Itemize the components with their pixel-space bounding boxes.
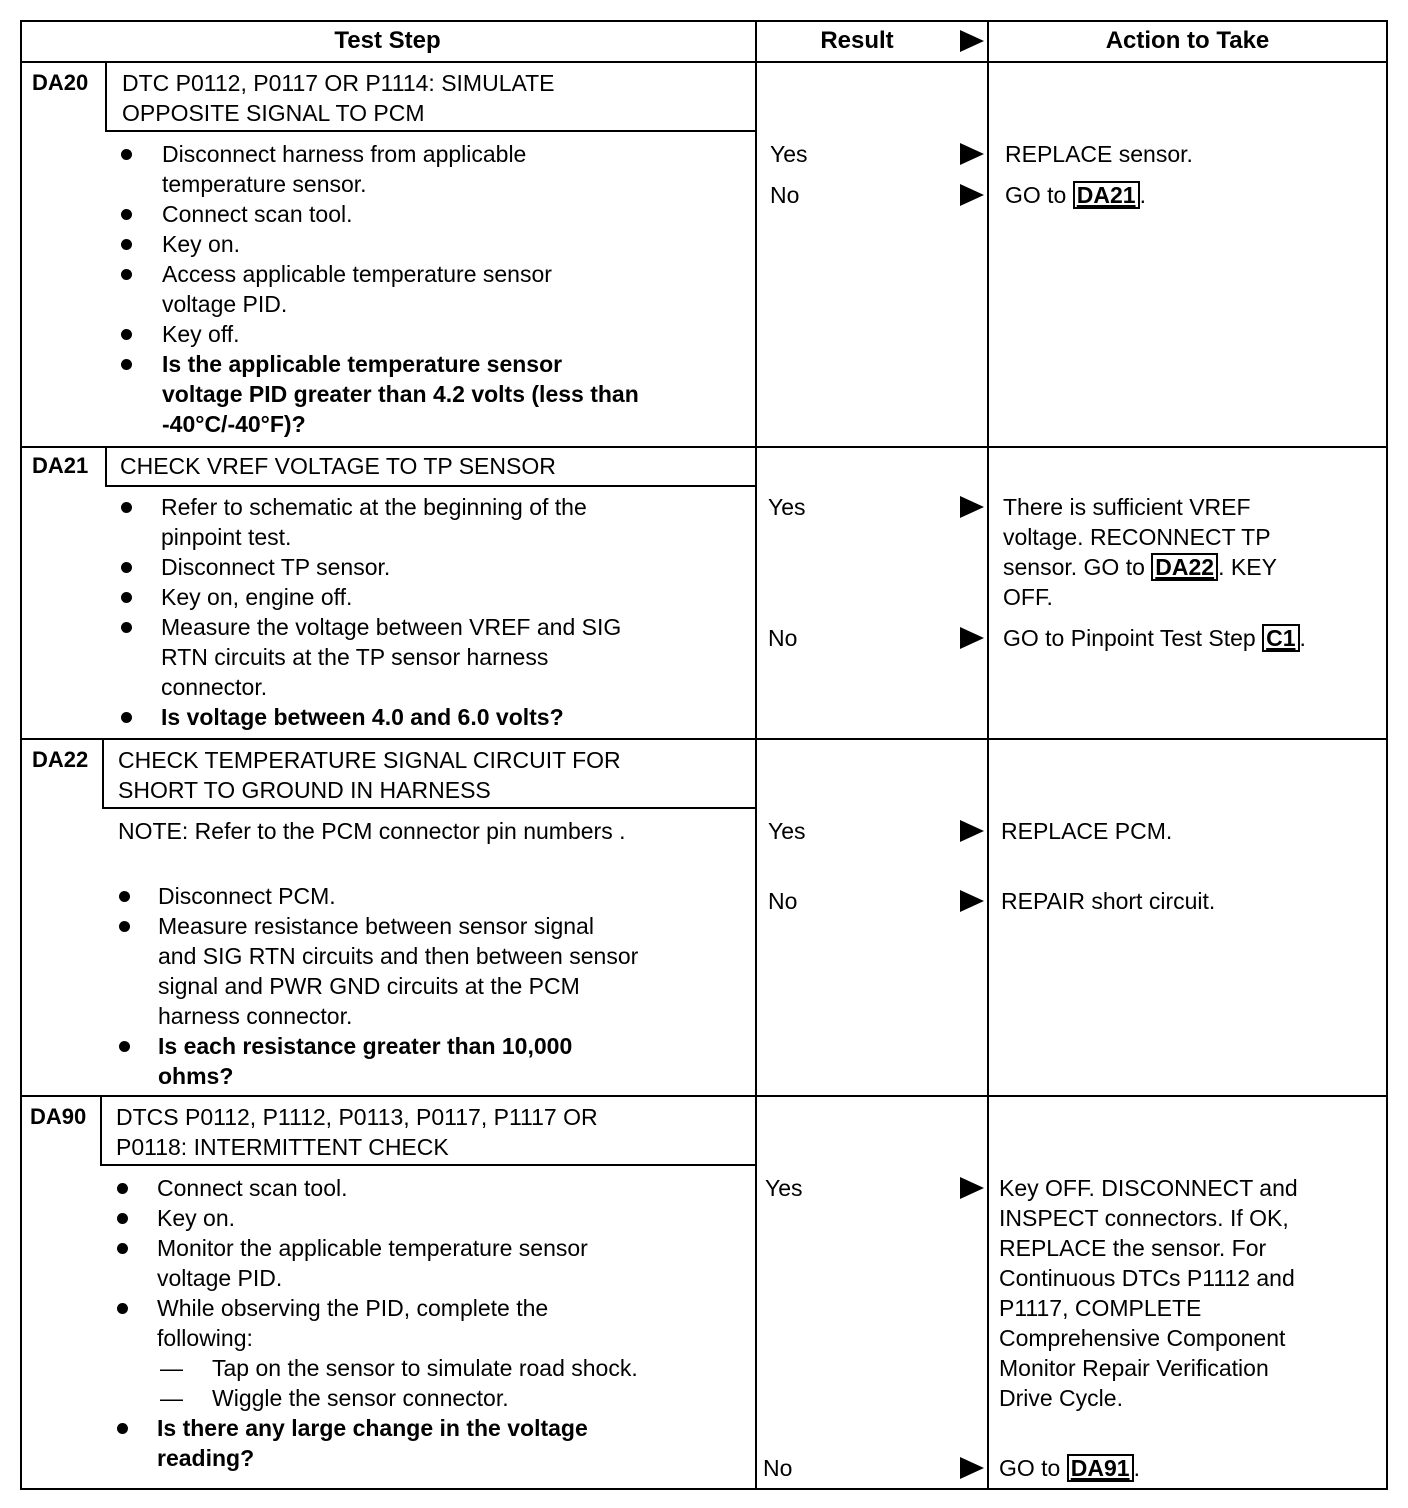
step-item: Access applicable temperature sensor: [162, 261, 552, 287]
step-title-line: SHORT TO GROUND IN HARNESS: [118, 777, 491, 803]
step-question: -40°C/-40°F)?: [162, 411, 306, 437]
bullet-icon: [117, 1243, 128, 1254]
table-border-bottom: [20, 1488, 1388, 1490]
row-divider: [20, 1095, 1388, 1097]
action-yes-line: REPLACE the sensor. For: [999, 1235, 1267, 1261]
action-no: REPAIR short circuit.: [1001, 888, 1216, 914]
table-border-right: [1386, 20, 1388, 1490]
bullet-icon: [121, 502, 132, 513]
step-item: Key on.: [157, 1205, 235, 1231]
title-divider: [105, 485, 755, 487]
arrow-icon: [960, 143, 984, 165]
action-yes-line: P1117, COMPLETE: [999, 1295, 1202, 1321]
action-yes-line: Key OFF. DISCONNECT and: [999, 1175, 1298, 1201]
action-yes: REPLACE PCM.: [1001, 818, 1173, 844]
step-title-line: DTC P0112, P0117 OR P1114: SIMULATE: [122, 70, 555, 96]
bullet-icon: [121, 592, 132, 603]
action-text: GO to Pinpoint Test Step: [1003, 625, 1256, 651]
step-item: Connect scan tool.: [157, 1175, 348, 1201]
step-ref-da91[interactable]: DA91: [1067, 1454, 1134, 1482]
action-no: [1003, 623, 1306, 653]
step-item: Measure the voltage between VREF and SIG: [161, 614, 622, 640]
bullet-icon: [119, 1041, 130, 1052]
step-question: Is voltage between 4.0 and 6.0 volts?: [161, 704, 564, 730]
id-divider: [100, 1097, 102, 1165]
bullet-icon: [117, 1303, 128, 1314]
bullet-icon: [121, 149, 132, 160]
step-item: Measure resistance between sensor signal: [158, 913, 594, 939]
step-item: Key on.: [162, 231, 240, 257]
step-item: voltage PID.: [157, 1265, 283, 1291]
step-item: Connect scan tool.: [162, 201, 353, 227]
step-ref-da22[interactable]: DA22: [1151, 553, 1218, 581]
bullet-icon: [121, 359, 132, 370]
bullet-icon: [121, 269, 132, 280]
column-divider-action: [987, 20, 989, 1490]
title-divider: [105, 130, 755, 132]
result-no: No: [770, 182, 800, 208]
bullet-icon: [121, 209, 132, 220]
dash-icon: —: [160, 1385, 183, 1411]
row-divider: [20, 446, 1388, 448]
step-note: NOTE: Refer to the PCM connector pin numbers .: [118, 818, 626, 844]
step-title-line: CHECK VREF VOLTAGE TO TP SENSOR: [120, 453, 556, 479]
step-question: Is the applicable temperature sensor: [162, 351, 563, 377]
bullet-icon: [119, 921, 130, 932]
action-yes-line: INSPECT connectors. If OK,: [999, 1205, 1289, 1231]
step-subitem: Wiggle the sensor connector.: [212, 1385, 509, 1411]
action-text: .: [1139, 182, 1146, 208]
table-border-left: [20, 20, 22, 1490]
row-divider: [20, 738, 1388, 740]
action-text: . KEY: [1218, 554, 1277, 580]
action-text: GO to: [1005, 182, 1067, 208]
arrow-icon: [960, 1457, 984, 1479]
step-question: Is there any large change in the voltage: [157, 1415, 588, 1441]
bullet-icon: [121, 329, 132, 340]
action-text: .: [1133, 1455, 1140, 1481]
step-item: RTN circuits at the TP sensor harness: [161, 644, 549, 670]
action-text: GO to: [999, 1455, 1061, 1481]
result-yes: Yes: [765, 1175, 803, 1201]
step-item: Key on, engine off.: [161, 584, 353, 610]
arrow-icon: [960, 820, 984, 842]
step-id: DA20: [32, 70, 89, 95]
result-yes: Yes: [768, 818, 806, 844]
step-item: Disconnect PCM.: [158, 883, 336, 909]
header-arrow-icon: [960, 30, 984, 52]
header-test-step: Test Step: [334, 27, 441, 54]
step-item: Refer to schematic at the beginning of the: [161, 494, 587, 520]
step-ref-c1[interactable]: C1: [1262, 624, 1299, 652]
result-no: No: [768, 888, 798, 914]
step-item: Monitor the applicable temperature sensor: [157, 1235, 588, 1261]
step-title-line: CHECK TEMPERATURE SIGNAL CIRCUIT FOR: [118, 747, 621, 773]
step-id: DA90: [30, 1104, 87, 1129]
step-title-line: DTCS P0112, P1112, P0113, P0117, P1117 OR: [116, 1104, 598, 1130]
title-divider: [100, 1164, 755, 1166]
action-yes: REPLACE sensor.: [1005, 141, 1193, 167]
result-no: No: [763, 1455, 793, 1481]
action-yes-line: [1003, 552, 1277, 582]
arrow-icon: [960, 496, 984, 518]
step-title-line: P0118: INTERMITTENT CHECK: [116, 1134, 449, 1160]
result-yes: Yes: [768, 494, 806, 520]
action-yes-line: Drive Cycle.: [999, 1385, 1123, 1411]
step-ref-da21[interactable]: DA21: [1073, 181, 1140, 209]
action-yes-line: Comprehensive Component: [999, 1325, 1286, 1351]
step-id: DA21: [32, 453, 89, 478]
step-item: voltage PID.: [162, 291, 288, 317]
step-id: DA22: [32, 747, 89, 772]
step-item: While observing the PID, complete the: [157, 1295, 549, 1321]
bullet-icon: [121, 712, 132, 723]
step-item: Disconnect harness from applicable: [162, 141, 527, 167]
arrow-icon: [960, 1177, 984, 1199]
step-item: following:: [157, 1325, 253, 1351]
title-divider: [102, 807, 755, 809]
step-item: connector.: [161, 674, 268, 700]
step-question: ohms?: [158, 1063, 234, 1089]
step-item: temperature sensor.: [162, 171, 367, 197]
action-text: sensor. GO to: [1003, 554, 1145, 580]
arrow-icon: [960, 627, 984, 649]
action-text: .: [1299, 625, 1306, 651]
step-question: Is each resistance greater than 10,000: [158, 1033, 573, 1059]
action-no: [1005, 180, 1146, 210]
id-divider: [102, 740, 104, 808]
action-yes-line: voltage. RECONNECT TP: [1003, 524, 1271, 550]
action-yes-line: There is sufficient VREF: [1003, 494, 1251, 520]
bullet-icon: [119, 891, 130, 902]
bullet-icon: [121, 239, 132, 250]
step-subitem: Tap on the sensor to simulate road shock.: [212, 1355, 638, 1381]
test-step-table: [20, 20, 1388, 1490]
column-divider-result: [755, 20, 757, 1490]
id-divider: [105, 448, 107, 486]
dash-icon: —: [160, 1355, 183, 1381]
header-result: Result: [820, 27, 894, 54]
step-question: voltage PID greater than 4.2 volts (less than: [162, 381, 639, 407]
step-item: pinpoint test.: [161, 524, 292, 550]
step-item: harness connector.: [158, 1003, 353, 1029]
arrow-icon: [960, 184, 984, 206]
action-yes-line: OFF.: [1003, 584, 1053, 610]
step-question: reading?: [157, 1445, 255, 1471]
bullet-icon: [121, 622, 132, 633]
id-divider: [105, 63, 107, 131]
arrow-icon: [960, 890, 984, 912]
step-item: Key off.: [162, 321, 240, 347]
action-no: [999, 1453, 1140, 1483]
step-title-line: OPPOSITE SIGNAL TO PCM: [122, 100, 425, 126]
action-yes-line: Continuous DTCs P1112 and: [999, 1265, 1295, 1291]
bullet-icon: [117, 1183, 128, 1194]
result-no: No: [768, 625, 798, 651]
result-yes: Yes: [770, 141, 808, 167]
step-item: Disconnect TP sensor.: [161, 554, 391, 580]
step-item: signal and PWR GND circuits at the PCM: [158, 973, 580, 999]
step-item: and SIG RTN circuits and then between sensor: [158, 943, 639, 969]
bullet-icon: [117, 1423, 128, 1434]
bullet-icon: [121, 562, 132, 573]
action-yes-line: Monitor Repair Verification: [999, 1355, 1269, 1381]
bullet-icon: [117, 1213, 128, 1224]
header-action: Action to Take: [1105, 27, 1270, 54]
